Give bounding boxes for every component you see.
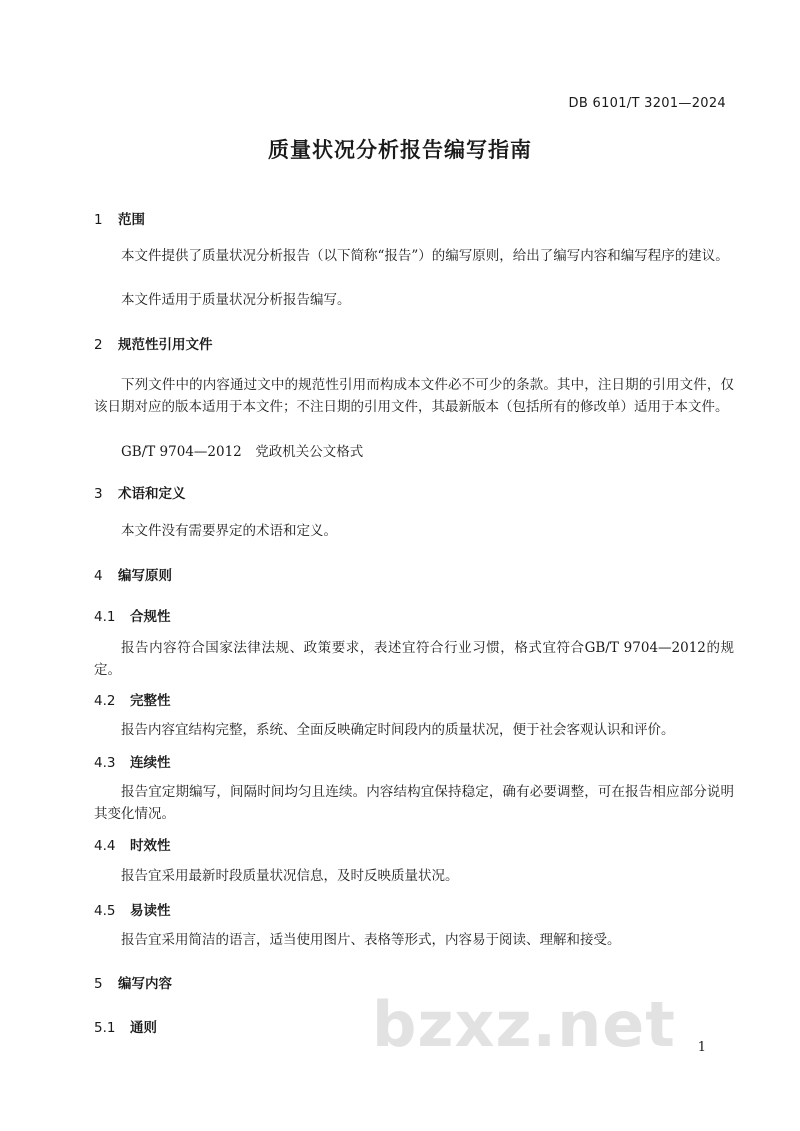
- subsection-number: 4.3: [94, 755, 116, 771]
- page-title: 质量状况分析报告编写指南: [268, 138, 532, 162]
- section-heading-5: [94, 972, 172, 992]
- subsection-title: 易读性: [130, 903, 171, 919]
- section-number: 1: [94, 212, 103, 228]
- section-number: 4: [94, 568, 103, 584]
- subsection-title: 连续性: [130, 755, 171, 771]
- subsection-heading-4-2: [94, 689, 171, 709]
- section-title: 规范性引用文件: [118, 337, 213, 353]
- section-heading-2: [94, 333, 213, 353]
- subsection-title: 完整性: [130, 693, 171, 709]
- subsection-title: 通则: [130, 1020, 157, 1036]
- section-number: 3: [94, 486, 103, 502]
- page-number: 1: [697, 1040, 706, 1055]
- subsection-number: 4.4: [94, 838, 116, 854]
- section-title: 术语和定义: [118, 486, 186, 502]
- paragraph: 本文件没有需要界定的术语和定义。: [121, 523, 337, 539]
- section-title: 编写内容: [118, 976, 172, 992]
- paragraph: 报告宜采用最新时段质量状况信息，及时反映质量状况。: [121, 868, 459, 884]
- section-heading-4: [94, 564, 172, 584]
- subsection-title: 合规性: [130, 609, 171, 625]
- subsection-number: 4.2: [94, 693, 116, 709]
- paragraph: 本文件提供了质量状况分析报告（以下简称“报告”）的编写原则，给出了编写内容和编写程序的建议。: [121, 248, 729, 264]
- subsection-heading-4-1: [94, 605, 171, 625]
- subsection-number: 4.1: [94, 609, 116, 625]
- paragraph: 报告宜定期编写，间隔时间均匀且连续。内容结构宜保持稳定，确有必要调整，可在报告相应部分说明其变化情况。: [94, 784, 734, 822]
- subsection-number: 4.5: [94, 903, 116, 919]
- paragraph: 报告内容符合国家法律法规、政策要求，表述宜符合行业习惯，格式宜符合GB/T 9704—2012的规定。: [94, 640, 734, 678]
- paragraph: 本文件适用于质量状况分析报告编写。: [121, 292, 351, 308]
- paragraph: 报告内容宜结构完整，系统、全面反映确定时间段内的质量状况，便于社会客观认识和评价。: [121, 722, 675, 738]
- paragraph: 报告宜采用简洁的语言，适当使用图片、表格等形式，内容易于阅读、理解和接受。: [121, 932, 621, 948]
- subsection-title: 时效性: [130, 838, 171, 854]
- watermark: bzxz.net: [372, 988, 676, 1061]
- section-number: 5: [94, 976, 103, 992]
- subsection-heading-5-1: [94, 1016, 157, 1036]
- section-title: 范围: [118, 212, 145, 228]
- subsection-number: 5.1: [94, 1020, 116, 1036]
- paragraph: 下列文件中的内容通过文中的规范性引用而构成本文件必不可少的条款。其中，注日期的引用文件，仅该日期对应的版本适用于本文件；不注日期的引用文件，其最新版本（包括所有的修改单）适用于本文件。: [94, 377, 734, 415]
- subsection-heading-4-3: [94, 751, 171, 771]
- subsection-heading-4-4: [94, 834, 171, 854]
- section-title: 编写原则: [118, 568, 172, 584]
- subsection-heading-4-5: [94, 899, 171, 919]
- document-number: DB 6101/T 3201—2024: [568, 96, 726, 111]
- section-heading-3: [94, 482, 186, 502]
- normative-reference: GB/T 9704—2012 党政机关公文格式: [121, 444, 364, 460]
- section-number: 2: [94, 337, 103, 353]
- section-heading-1: [94, 208, 145, 228]
